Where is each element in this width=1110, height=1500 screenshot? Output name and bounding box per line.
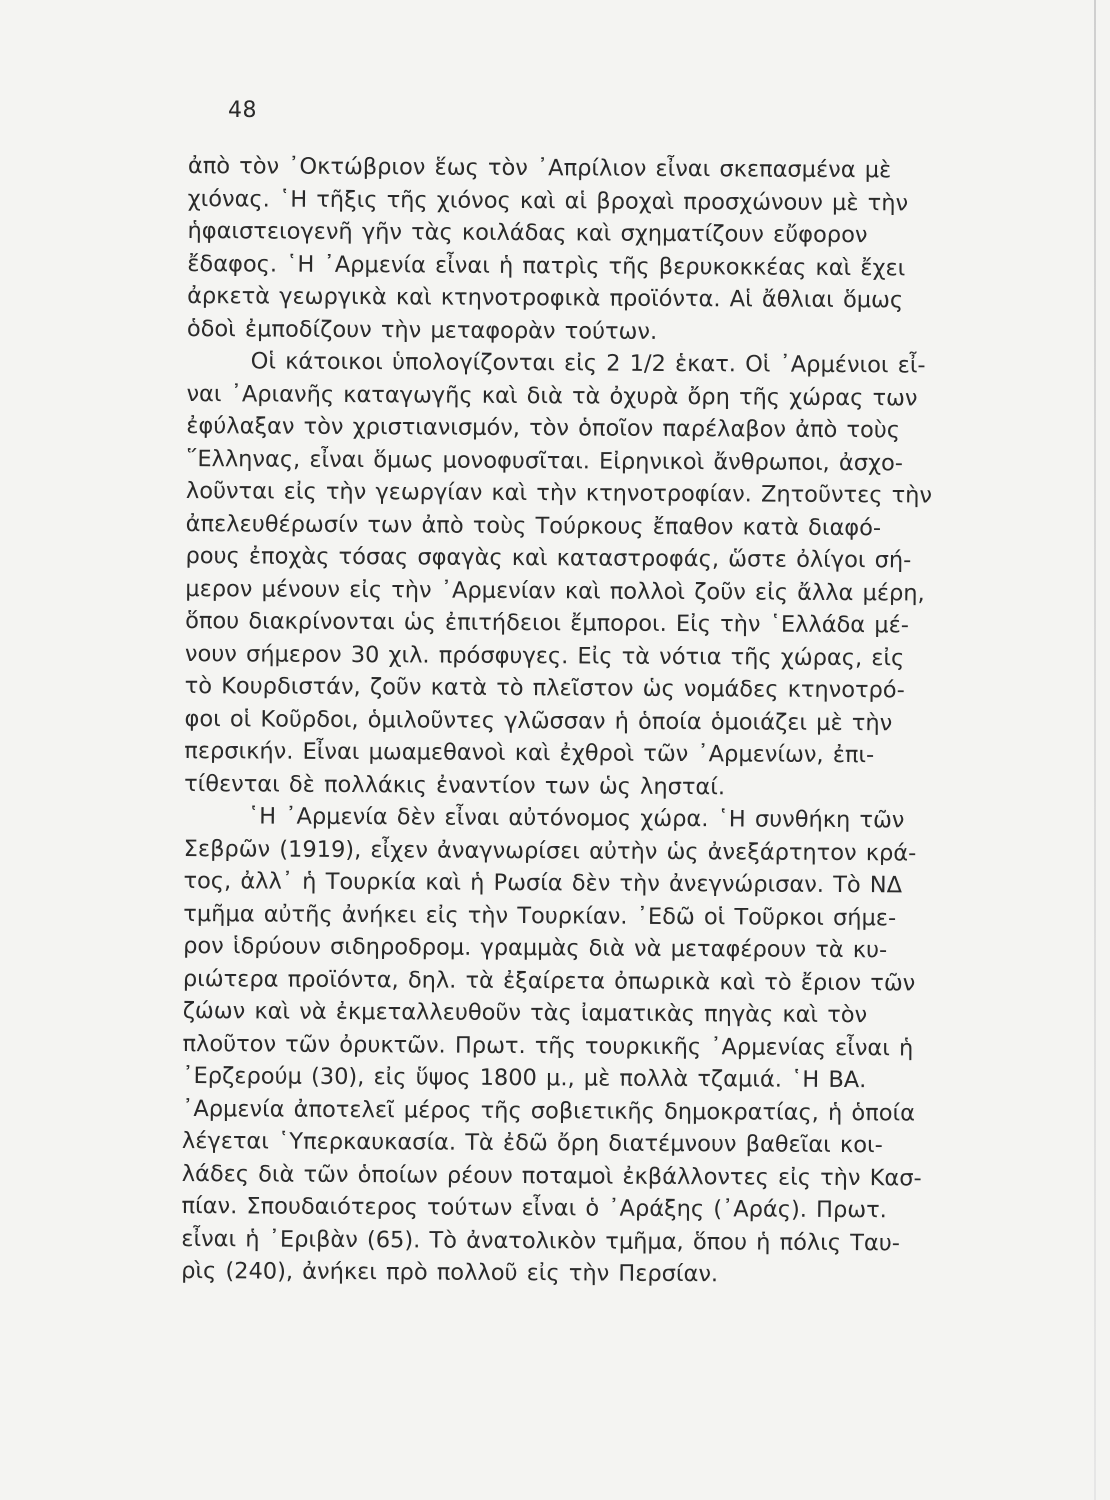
- text-line: ῾Η ᾿Αρμενία δὲν εἶναι αὐτόνομος χώρα. ῾Η συνθήκη τῶν: [247, 803, 905, 834]
- text-line: τμῆμα αὐτῆς ἀνήκει εἰς τὴν Τουρκίαν. ᾿Εδῶ οἱ Τοῦρκοι σήμε-: [183, 900, 897, 931]
- text-line: ρὶς (240), ἀνήκει πρὸ πολλοῦ εἰς τὴν Περσίαν.: [181, 1257, 719, 1288]
- text-line: ἡφαιστειογενῆ γῆν τὰς κοιλάδας καὶ σχηματίζουν εὔφορον: [187, 217, 868, 249]
- body-text: [181, 150, 1028, 1293]
- text-line: ζώων καὶ νὰ ἐκμεταλλευθοῦν τὰς ἰαματικὰς πηγὰς καὶ τὸν: [182, 997, 868, 1029]
- text-line: ἀρκετὰ γεωργικὰ καὶ κτηνοτροφικὰ προϊόντα. Αἱ ἄθλιαι ὅμως: [187, 282, 904, 314]
- text-line: πίαν. Σπουδαιότερος τούτων εἶναι ὁ ᾿Αράξης (᾿Αράς). Πρωτ.: [181, 1192, 887, 1224]
- text-line: ἀπελευθέρωσίν των ἀπὸ τοὺς Τούρκους ἔπαθον κατὰ διαφό-: [185, 510, 882, 541]
- text-line: ὁδοὶ ἐμποδίζουν τὴν μεταφορὰν τούτων.: [186, 315, 658, 345]
- text-line: ῞Ελληνας, εἶναι ὅμως μονοφυσῖται. Εἰρηνικοὶ ἄνθρωποι, ἀσχο-: [186, 445, 903, 476]
- page-number: 48: [228, 98, 257, 123]
- text-line: ριώτερα προϊόντα, δηλ. τὰ ἐξαίρετα ὀπωρικὰ καὶ τὸ ἔριον τῶν: [182, 965, 916, 996]
- text-line: λοῦνται εἰς τὴν γεωργίαν καὶ τὴν κτηνοτροφίαν. Ζητοῦντες τὴν: [185, 477, 933, 509]
- text-line: λάδες διὰ τῶν ὁποίων ρέουν ποταμοὶ ἐκβάλλοντες εἰς τὴν Κασ-: [181, 1160, 922, 1192]
- text-line: ρον ἱδρύουν σιδηροδρομ. γραμμὰς διὰ νὰ μεταφέρουν τὰ κυ-: [183, 932, 888, 964]
- text-line: ἔδαφος. ῾Η ᾿Αρμενία εἶναι ἡ πατρὶς τῆς βερυκοκκέας καὶ ἔχει: [187, 250, 906, 281]
- text-line: ᾿Αρμενία ἀποτελεῖ μέρος τῆς σοβιετικῆς δημοκρατίας, ἡ ὁποία: [182, 1095, 916, 1126]
- text-line: ᾿Ερζερούμ (30), εἰς ὕψος 1800 μ., μὲ πολλὰ τζαμιά. ῾Η ΒΑ.: [182, 1062, 867, 1094]
- text-line: ἐφύλαξαν τὸν χριστιανισμόν, τὸν ὁποῖον παρέλαβον ἀπὸ τοὺς: [186, 412, 901, 444]
- text-line: Οἱ κάτοικοι ὑπολογίζονται εἰς 2 1/2 ἑκατ. Οἱ ᾿Αρμένιοι εἶ-: [250, 348, 926, 379]
- text-line: πλοῦτον τῶν ὀρυκτῶν. Πρωτ. τῆς τουρκικῆς ᾿Αρμενίας εἶναι ἡ: [182, 1030, 914, 1061]
- text-line: περσικήν. Εἶναι μωαμεθανοὶ καὶ ἐχθροὶ τῶν ᾿Αρμενίων, ἐπι-: [184, 737, 875, 769]
- text-line: ναι ᾿Αριανῆς καταγωγῆς καὶ διὰ τὰ ὀχυρὰ ὄρη τῆς χώρας των: [186, 380, 918, 411]
- text-line: Σεβρῶν (1919), εἶχεν ἀναγνωρίσει αὐτὴν ὡς ἀνεξάρτητον κρά-: [183, 835, 917, 866]
- text-line: εἶναι ἡ ᾿Εριβὰν (65). Τὸ ἀνατολικὸν τμῆμα, ὅπου ἡ πόλις Ταυ-: [181, 1225, 900, 1256]
- text-line: ὅπου διακρίνονται ὡς ἐπιτήδειοι ἔμποροι. Εἰς τὴν ῾Ελλάδα μέ-: [185, 607, 910, 639]
- text-line: τὸ Κουρδιστάν, ζοῦν κατὰ τὸ πλεῖστον ὡς νομάδες κτηνοτρό-: [184, 672, 905, 704]
- page-edge: [1094, 0, 1096, 1500]
- text-line: χιόνας. ῾Η τῆξις τῆς χιόνος καὶ αἱ βροχαὶ προσχώνουν μὲ τὴν: [187, 185, 909, 216]
- text-line: μερον μένουν εἰς τὴν ᾿Αρμενίαν καὶ πολλοὶ ζοῦν εἰς ἄλλα μέρη,: [185, 575, 925, 607]
- text-line: φοι οἱ Κοῦρδοι, ὁμιλοῦντες γλῶσσαν ἡ ὁποία ὁμοιάζει μὲ τὴν: [184, 705, 893, 736]
- text-line: λέγεται ῾Υπερκαυκασία. Τὰ ἐδῶ ὄρη διατέμνουν βαθεῖαι κοι-: [181, 1127, 883, 1159]
- text-line: τίθενται δὲ πολλάκις ἐναντίον των ὡς λησταί.: [184, 770, 726, 800]
- text-line: νουν σήμερον 30 χιλ. πρόσφυγες. Εἰς τὰ νότια τῆς χώρας, εἰς: [184, 640, 905, 671]
- text-line: τος, ἀλλ᾿ ἡ Τουρκία καὶ ἡ Ρωσία δὲν τὴν ἀνεγνώρισαν. Τὸ ΝΔ: [183, 867, 903, 899]
- text-line: ρους ἐποχὰς τόσας σφαγὰς καὶ καταστροφάς, ὥστε ὀλίγοι σή-: [185, 542, 912, 574]
- text-line: ἀπὸ τὸν ᾿Οκτώβριον ἕως τὸν ᾿Απρίλιον εἶναι σκεπασμένα μὲ: [187, 152, 892, 184]
